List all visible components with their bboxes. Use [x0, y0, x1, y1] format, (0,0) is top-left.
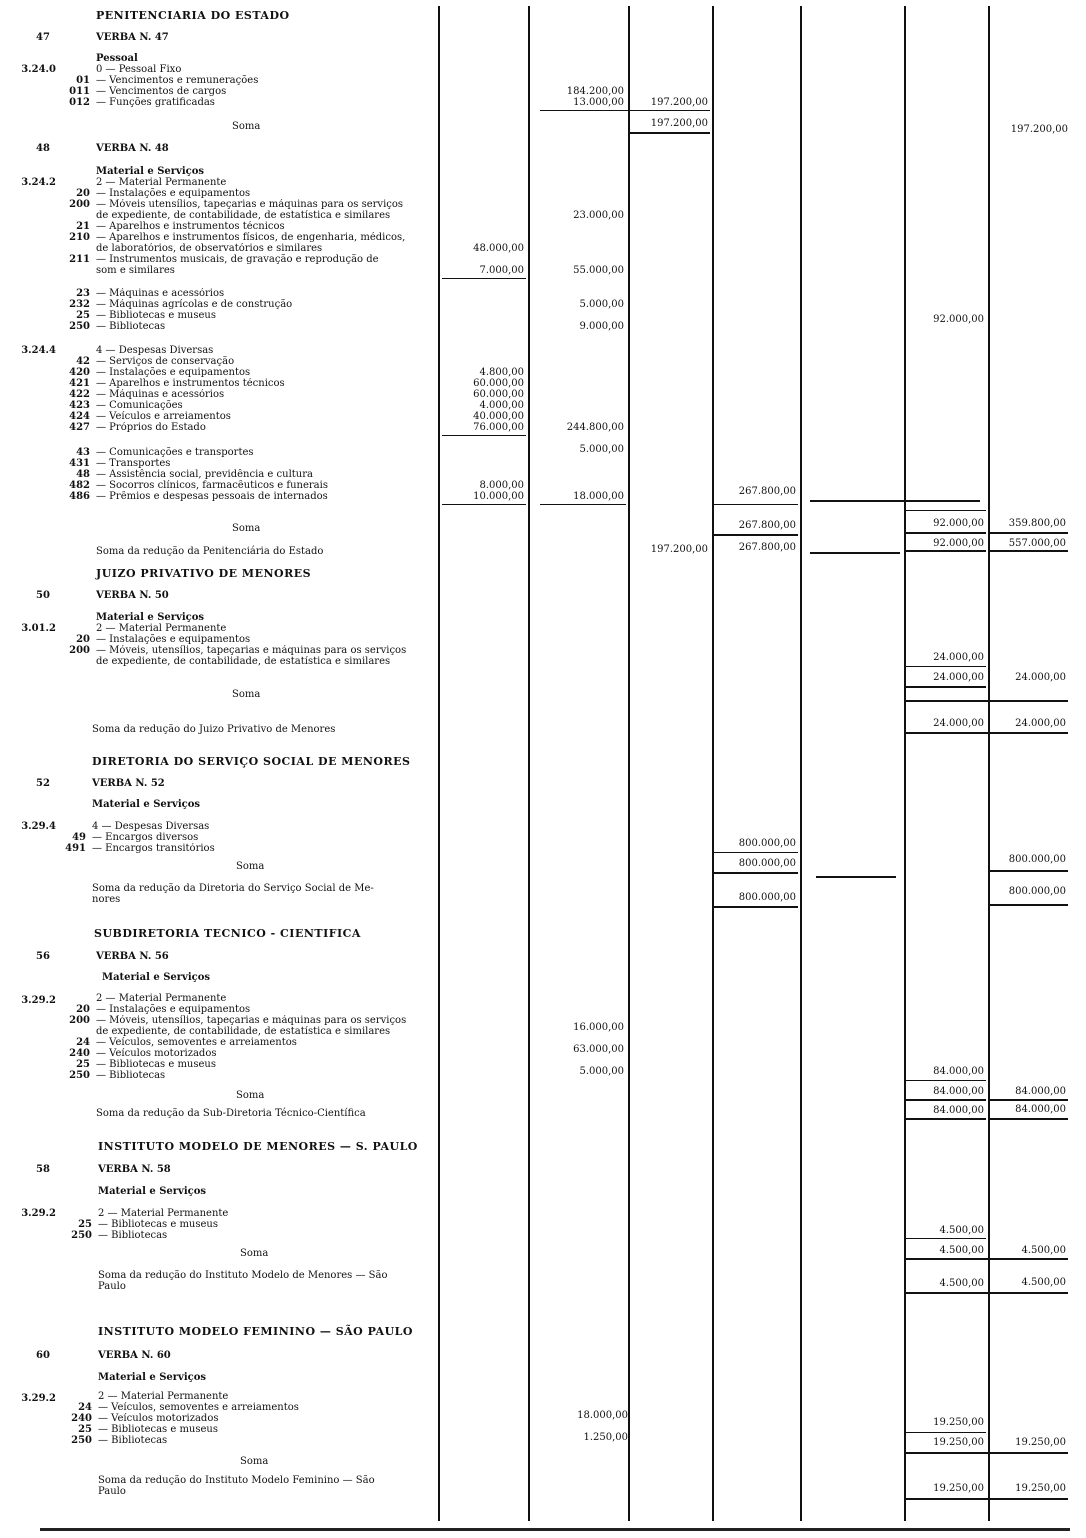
item-desc: de expediente, de contabilidade, de estatística e similares: [96, 1026, 391, 1037]
subtotal: 244.800,00: [566, 422, 624, 433]
item-desc: 2 — Material Permanente: [96, 177, 227, 188]
item-code: 43: [76, 447, 90, 458]
item-desc: — Comunicações: [96, 400, 183, 411]
section-total: 24.000,00: [933, 718, 984, 729]
section-total: 4.500,00: [939, 1278, 984, 1289]
rule: [810, 552, 900, 554]
amount: 24.000,00: [933, 652, 984, 663]
item-code: 21: [76, 221, 90, 232]
rule: [810, 500, 980, 502]
amount: 4.000,00: [479, 400, 524, 411]
item-desc: — Prêmios e despesas pessoais de internados: [96, 491, 328, 502]
item-desc: 2 — Material Permanente: [98, 1208, 229, 1219]
section-total-label: Paulo: [98, 1281, 126, 1292]
verba-label: VERBA N. 58: [98, 1164, 171, 1175]
section-total: 84.000,00: [1015, 1104, 1066, 1115]
rule: [906, 1292, 1068, 1294]
item-desc: 4 — Despesas Diversas: [96, 345, 214, 356]
account-code: 3.29.2: [21, 995, 56, 1006]
rule: [714, 906, 798, 908]
item-desc: — Instalações e equipamentos: [96, 188, 251, 199]
rule: [990, 904, 1068, 906]
group-label: Material e Serviços: [96, 612, 205, 623]
item-code: 24: [78, 1402, 92, 1413]
section-total-label: Soma da redução do Instituto Modelo Feminino — São: [98, 1475, 375, 1486]
item-desc: — Veículos e arreiamentos: [96, 411, 231, 422]
item-desc: — Bibliotecas: [96, 321, 166, 332]
group-label: Material e Serviços: [102, 972, 211, 983]
item-desc: 2 — Material Permanente: [98, 1391, 229, 1402]
group-label: Material e Serviços: [98, 1372, 207, 1383]
rule: [906, 1432, 986, 1433]
rule: [906, 666, 986, 667]
group-label: Material e Serviços: [92, 799, 201, 810]
section-total-label: Soma da redução do Juizo Privativo de Menores: [92, 724, 336, 735]
section-total: 800.000,00: [738, 892, 796, 903]
section-total: 19.250,00: [1015, 1483, 1066, 1494]
soma-amount: 92.000,00: [933, 518, 984, 529]
item-code: 491: [65, 843, 86, 854]
verba-marker: 48: [36, 143, 50, 154]
soma-total: 800.000,00: [1008, 854, 1066, 865]
item-code: 01: [76, 75, 90, 86]
subtotal: 55.000,00: [573, 265, 624, 276]
soma-label: Soma: [236, 861, 265, 872]
verba-label: VERBA N. 50: [96, 590, 169, 601]
item-code: 431: [69, 458, 90, 469]
subtotal: 197.200,00: [650, 97, 708, 108]
amount: 63.000,00: [573, 1044, 624, 1055]
item-desc: — Instalações e equipamentos: [96, 634, 251, 645]
item-code: 240: [71, 1413, 92, 1424]
section-total: 84.000,00: [933, 1105, 984, 1116]
verba-marker: 56: [36, 951, 50, 962]
rule: [906, 1118, 986, 1120]
amount: 4.500,00: [939, 1225, 984, 1236]
rule: [630, 132, 710, 134]
item-desc: — Bibliotecas e museus: [96, 1059, 216, 1070]
account-code: 3.29.4: [21, 821, 56, 832]
rule: [442, 504, 526, 505]
item-desc: — Bibliotecas e museus: [96, 310, 216, 321]
section-total-label: Paulo: [98, 1486, 126, 1497]
item-desc: — Bibliotecas: [96, 1070, 166, 1081]
item-desc: — Encargos transitórios: [92, 843, 215, 854]
item-desc: de expediente, de contabilidade, de estatística e similares: [96, 210, 391, 221]
rule: [906, 1080, 986, 1081]
item-desc: — Vencimentos de cargos: [96, 86, 227, 97]
item-code: 42: [76, 356, 90, 367]
item-desc: — Instalações e equipamentos: [96, 1004, 251, 1015]
rule: [906, 1238, 986, 1239]
subtotal: 18.000,00: [573, 491, 624, 502]
section-title: INSTITUTO MODELO FEMININO — SÃO PAULO: [98, 1325, 413, 1338]
verba-marker: 50: [36, 590, 50, 601]
section-total-label: Soma da redução da Penitenciária do Estado: [96, 546, 324, 557]
group-label: Pessoal: [96, 53, 138, 64]
soma-total: 359.800,00: [1008, 518, 1066, 529]
account-code: 3.24.4: [21, 345, 56, 356]
verba-marker: 58: [36, 1164, 50, 1175]
column-rule-1: [438, 6, 440, 1521]
rule: [906, 1498, 1068, 1500]
item-code: 250: [71, 1435, 92, 1446]
item-desc: — Máquinas e acessórios: [96, 389, 225, 400]
item-desc: 4 — Despesas Diversas: [92, 821, 210, 832]
item-desc: — Bibliotecas e museus: [98, 1424, 218, 1435]
soma-label: Soma: [236, 1090, 265, 1101]
rule: [906, 1099, 986, 1101]
item-code: 210: [69, 232, 90, 243]
verba-label: VERBA N. 56: [96, 951, 169, 962]
soma-amount: 197.200,00: [650, 118, 708, 129]
amount: 184.200,00: [566, 86, 624, 97]
column-rule-2: [528, 6, 530, 1521]
soma-label: Soma: [240, 1456, 269, 1467]
verba-marker: 60: [36, 1350, 50, 1361]
account-code: 3.24.0: [21, 64, 56, 75]
soma-label: Soma: [240, 1248, 269, 1259]
section-title: SUBDIRETORIA TECNICO - CIENTIFICA: [94, 927, 361, 940]
item-desc: — Veículos, semoventes e arreiamentos: [96, 1037, 297, 1048]
subtotal: 84.000,00: [933, 1066, 984, 1077]
section-total-label: nores: [92, 894, 121, 905]
page-bottom-rule: [40, 1528, 1070, 1531]
item-code: 482: [69, 480, 90, 491]
soma-total: 4.500,00: [1021, 1245, 1066, 1256]
section-title: DIRETORIA DO SERVIÇO SOCIAL DE MENORES: [92, 755, 411, 768]
item-desc: — Vencimentos e remunerações: [96, 75, 259, 86]
rule: [714, 872, 798, 874]
item-code: 20: [76, 634, 90, 645]
item-desc: de expediente, de contabilidade, de estatística e similares: [96, 656, 391, 667]
section-title: INSTITUTO MODELO DE MENORES — S. PAULO: [98, 1140, 418, 1153]
item-code: 250: [69, 321, 90, 332]
account-code: 3.29.2: [21, 1393, 56, 1404]
soma-amount: 800.000,00: [738, 858, 796, 869]
item-desc: — Bibliotecas: [98, 1435, 168, 1446]
item-desc: — Aparelhos e instrumentos técnicos: [96, 378, 285, 389]
item-desc: 2 — Material Permanente: [96, 993, 227, 1004]
amount: 60.000,00: [473, 389, 524, 400]
item-code: 24: [76, 1037, 90, 1048]
item-code: 25: [78, 1219, 92, 1230]
verba-label: VERBA N. 48: [96, 143, 169, 154]
section-total: 92.000,00: [933, 538, 984, 549]
item-desc: — Veículos motorizados: [98, 1413, 219, 1424]
amount: 5.000,00: [579, 444, 624, 455]
item-desc: de laboratórios, de observatórios e similares: [96, 243, 323, 254]
rule: [906, 732, 1068, 734]
rule: [990, 1099, 1068, 1101]
account-code: 3.01.2: [21, 623, 56, 634]
item-code: 240: [69, 1048, 90, 1059]
rule: [990, 550, 1068, 552]
rule: [442, 278, 526, 279]
amount: 48.000,00: [473, 243, 524, 254]
soma-amount: 84.000,00: [933, 1086, 984, 1097]
item-desc: — Móveis utensílios, tapeçarias e máquinas para os serviços: [96, 199, 404, 210]
rule: [906, 700, 1068, 702]
section-total: 19.250,00: [933, 1483, 984, 1494]
soma-total: 84.000,00: [1015, 1086, 1066, 1097]
item-code: 420: [69, 367, 90, 378]
verba-marker: 47: [36, 32, 50, 43]
item-desc: — Bibliotecas: [98, 1230, 168, 1241]
section-total: 557.000,00: [1008, 538, 1066, 549]
item-code: 427: [69, 422, 90, 433]
item-code: 48: [76, 469, 90, 480]
rule: [906, 1258, 1068, 1260]
rule: [990, 1118, 1068, 1120]
rule: [630, 110, 710, 111]
item-desc: — Socorros clínicos, farmacêuticos e funerais: [96, 480, 328, 491]
soma-amount: 4.500,00: [939, 1245, 984, 1256]
rule: [714, 852, 798, 853]
rule: [540, 110, 628, 111]
section-total-label: Soma da redução do Instituto Modelo de Menores — São: [98, 1270, 388, 1281]
group-label: Material e Serviços: [98, 1186, 207, 1197]
item-desc: — Funções gratificadas: [96, 97, 215, 108]
item-desc: — Encargos diversos: [92, 832, 199, 843]
group-label: Material e Serviços: [96, 166, 205, 177]
item-code: 486: [69, 491, 90, 502]
rule: [906, 686, 986, 688]
rule: [816, 876, 896, 878]
item-desc: — Veículos, semoventes e arreiamentos: [98, 1402, 299, 1413]
section-title: PENITENCIARIA DO ESTADO: [96, 9, 290, 22]
item-desc: — Móveis, utensílios, tapeçarias e máquinas para os serviços: [96, 645, 407, 656]
item-desc: — Comunicações e transportes: [96, 447, 254, 458]
soma-label: Soma: [232, 689, 261, 700]
item-desc: — Veículos motorizados: [96, 1048, 217, 1059]
section-title: JUIZO PRIVATIVO DE MENORES: [96, 567, 312, 580]
item-code: 23: [76, 288, 90, 299]
amount: 76.000,00: [473, 422, 524, 433]
section-total-label: Soma da redução da Sub-Diretoria Técnico-Científica: [96, 1108, 366, 1119]
amount: 18.000,00: [577, 1410, 628, 1421]
item-desc: — Assistência social, previdência e cultura: [96, 469, 313, 480]
soma-total: 197.200,00: [1010, 124, 1068, 135]
rule: [906, 550, 986, 552]
item-code: 25: [76, 1059, 90, 1070]
amount: 60.000,00: [473, 378, 524, 389]
subtotal: 92.000,00: [933, 314, 984, 325]
item-code: 200: [69, 1015, 90, 1026]
item-code: 421: [69, 378, 90, 389]
rule: [442, 435, 526, 436]
item-desc: — Próprios do Estado: [96, 422, 206, 433]
amount: 4.800,00: [479, 367, 524, 378]
item-desc: — Bibliotecas e museus: [98, 1219, 218, 1230]
soma-total: 24.000,00: [1015, 672, 1066, 683]
item-code: 424: [69, 411, 90, 422]
column-rule-3: [628, 6, 630, 1521]
group-total: 267.800,00: [738, 486, 796, 497]
item-desc: — Instrumentos musicais, de gravação e reprodução de: [96, 254, 379, 265]
item-code: 200: [69, 645, 90, 656]
amount: 5.000,00: [579, 299, 624, 310]
item-desc: som e similares: [96, 265, 175, 276]
item-code: 423: [69, 400, 90, 411]
item-desc: — Máquinas e acessórios: [96, 288, 225, 299]
verba-label: VERBA N. 60: [98, 1350, 171, 1361]
item-code: 25: [78, 1424, 92, 1435]
item-desc: 2 — Material Permanente: [96, 623, 227, 634]
soma-amount: 24.000,00: [933, 672, 984, 683]
item-code: 250: [71, 1230, 92, 1241]
rule: [906, 1452, 1068, 1454]
amount: 13.000,00: [573, 97, 624, 108]
amount: 1.250,00: [583, 1432, 628, 1443]
amount: 8.000,00: [479, 480, 524, 491]
rule: [906, 510, 986, 511]
section-total-label: Soma da redução da Diretoria do Serviço Social de Me-: [92, 883, 374, 894]
item-desc: — Móveis, utensílios, tapeçarias e máquinas para os serviços: [96, 1015, 407, 1026]
subtotal: 19.250,00: [933, 1417, 984, 1428]
column-rule-4: [712, 6, 714, 1521]
item-code: 232: [69, 299, 90, 310]
item-desc: 0 — Pessoal Fixo: [96, 64, 182, 75]
item-code: 011: [69, 86, 90, 97]
item-desc: — Instalações e equipamentos: [96, 367, 251, 378]
section-total: 4.500,00: [1021, 1277, 1066, 1288]
verba-label: VERBA N. 47: [96, 32, 169, 43]
amount: 800.000,00: [738, 838, 796, 849]
section-total: 800.000,00: [1008, 886, 1066, 897]
rule: [714, 504, 798, 505]
rule: [540, 504, 626, 505]
amount: 10.000,00: [473, 491, 524, 502]
amount: 9.000,00: [579, 321, 624, 332]
item-desc: — Transportes: [96, 458, 171, 469]
amount: 5.000,00: [579, 1066, 624, 1077]
soma-amount: 19.250,00: [933, 1437, 984, 1448]
section-total: 197.200,00: [650, 544, 708, 555]
section-total: 267.800,00: [738, 542, 796, 553]
column-rule-5: [800, 6, 802, 1521]
rule: [990, 532, 1068, 534]
item-desc: — Aparelhos e instrumentos técnicos: [96, 221, 285, 232]
amount: 7.000,00: [479, 265, 524, 276]
item-code: 211: [69, 254, 90, 265]
item-code: 20: [76, 188, 90, 199]
soma-total: 19.250,00: [1015, 1437, 1066, 1448]
verba-label: VERBA N. 52: [92, 778, 165, 789]
item-code: 422: [69, 389, 90, 400]
verba-marker: 52: [36, 778, 50, 789]
item-code: 012: [69, 97, 90, 108]
item-code: 20: [76, 1004, 90, 1015]
item-code: 250: [69, 1070, 90, 1081]
item-code: 200: [69, 199, 90, 210]
section-total: 24.000,00: [1015, 718, 1066, 729]
item-code: 25: [76, 310, 90, 321]
amount: 16.000,00: [573, 1022, 624, 1033]
account-code: 3.29.2: [21, 1208, 56, 1219]
rule: [906, 532, 986, 534]
soma-amount: 267.800,00: [738, 520, 796, 531]
item-desc: — Aparelhos e instrumentos físicos, de engenharia, médicos,: [96, 232, 406, 243]
item-code: 49: [72, 832, 86, 843]
amount: 40.000,00: [473, 411, 524, 422]
amount: 23.000,00: [573, 210, 624, 221]
account-code: 3.24.2: [21, 177, 56, 188]
rule: [990, 870, 1068, 872]
rule: [714, 534, 798, 536]
item-desc: — Serviços de conservação: [96, 356, 235, 367]
item-desc: — Máquinas agrícolas e de construção: [96, 299, 293, 310]
soma-label: Soma: [232, 121, 261, 132]
soma-label: Soma: [232, 523, 261, 534]
